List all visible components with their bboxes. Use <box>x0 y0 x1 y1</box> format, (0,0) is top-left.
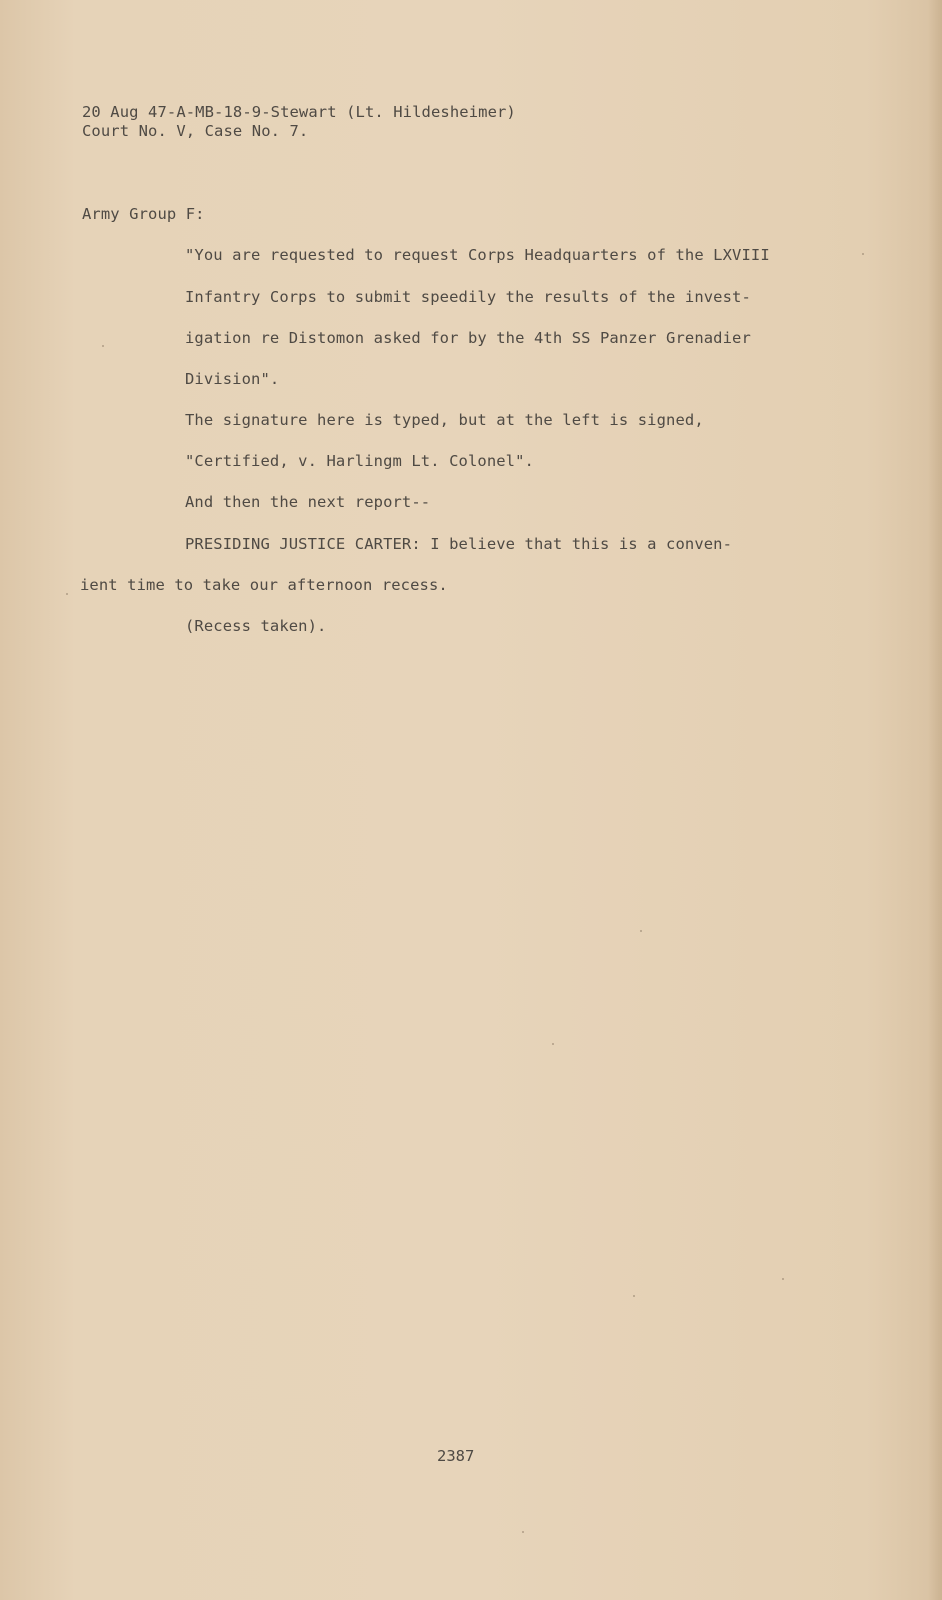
header-line-1: 20 Aug 47-A-MB-18-9-Stewart (Lt. Hildesheimer) <box>82 103 516 121</box>
page-number: 2387 <box>437 1447 475 1465</box>
body-line: Infantry Corps to submit speedily the results of the invest- <box>185 288 751 306</box>
paper-speck <box>640 930 642 932</box>
addressee: Army Group F: <box>82 205 205 223</box>
paper-speck <box>66 593 68 595</box>
header-line-2: Court No. V, Case No. 7. <box>82 122 309 140</box>
paper-speck <box>862 253 864 255</box>
body-line: And then the next report-- <box>185 493 431 511</box>
body-line: "You are requested to request Corps Headquarters of the LXVIII <box>185 246 770 264</box>
body-line: PRESIDING JUSTICE CARTER: I believe that this is a conven- <box>185 535 733 553</box>
paper-speck <box>522 1531 524 1533</box>
paper-speck <box>102 345 104 347</box>
body-line: igation re Distomon asked for by the 4th SS Panzer Grenadier <box>185 329 751 347</box>
body-line: ient time to take our afternoon recess. <box>80 576 448 594</box>
paper-speck <box>552 1043 554 1045</box>
paper-speck <box>782 1278 784 1280</box>
paper-speck <box>633 1295 635 1297</box>
body-line: The signature here is typed, but at the left is signed, <box>185 411 704 429</box>
body-line: Division". <box>185 370 280 388</box>
body-line: "Certified, v. Harlingm Lt. Colonel". <box>185 452 534 470</box>
body-line: (Recess taken). <box>185 617 327 635</box>
